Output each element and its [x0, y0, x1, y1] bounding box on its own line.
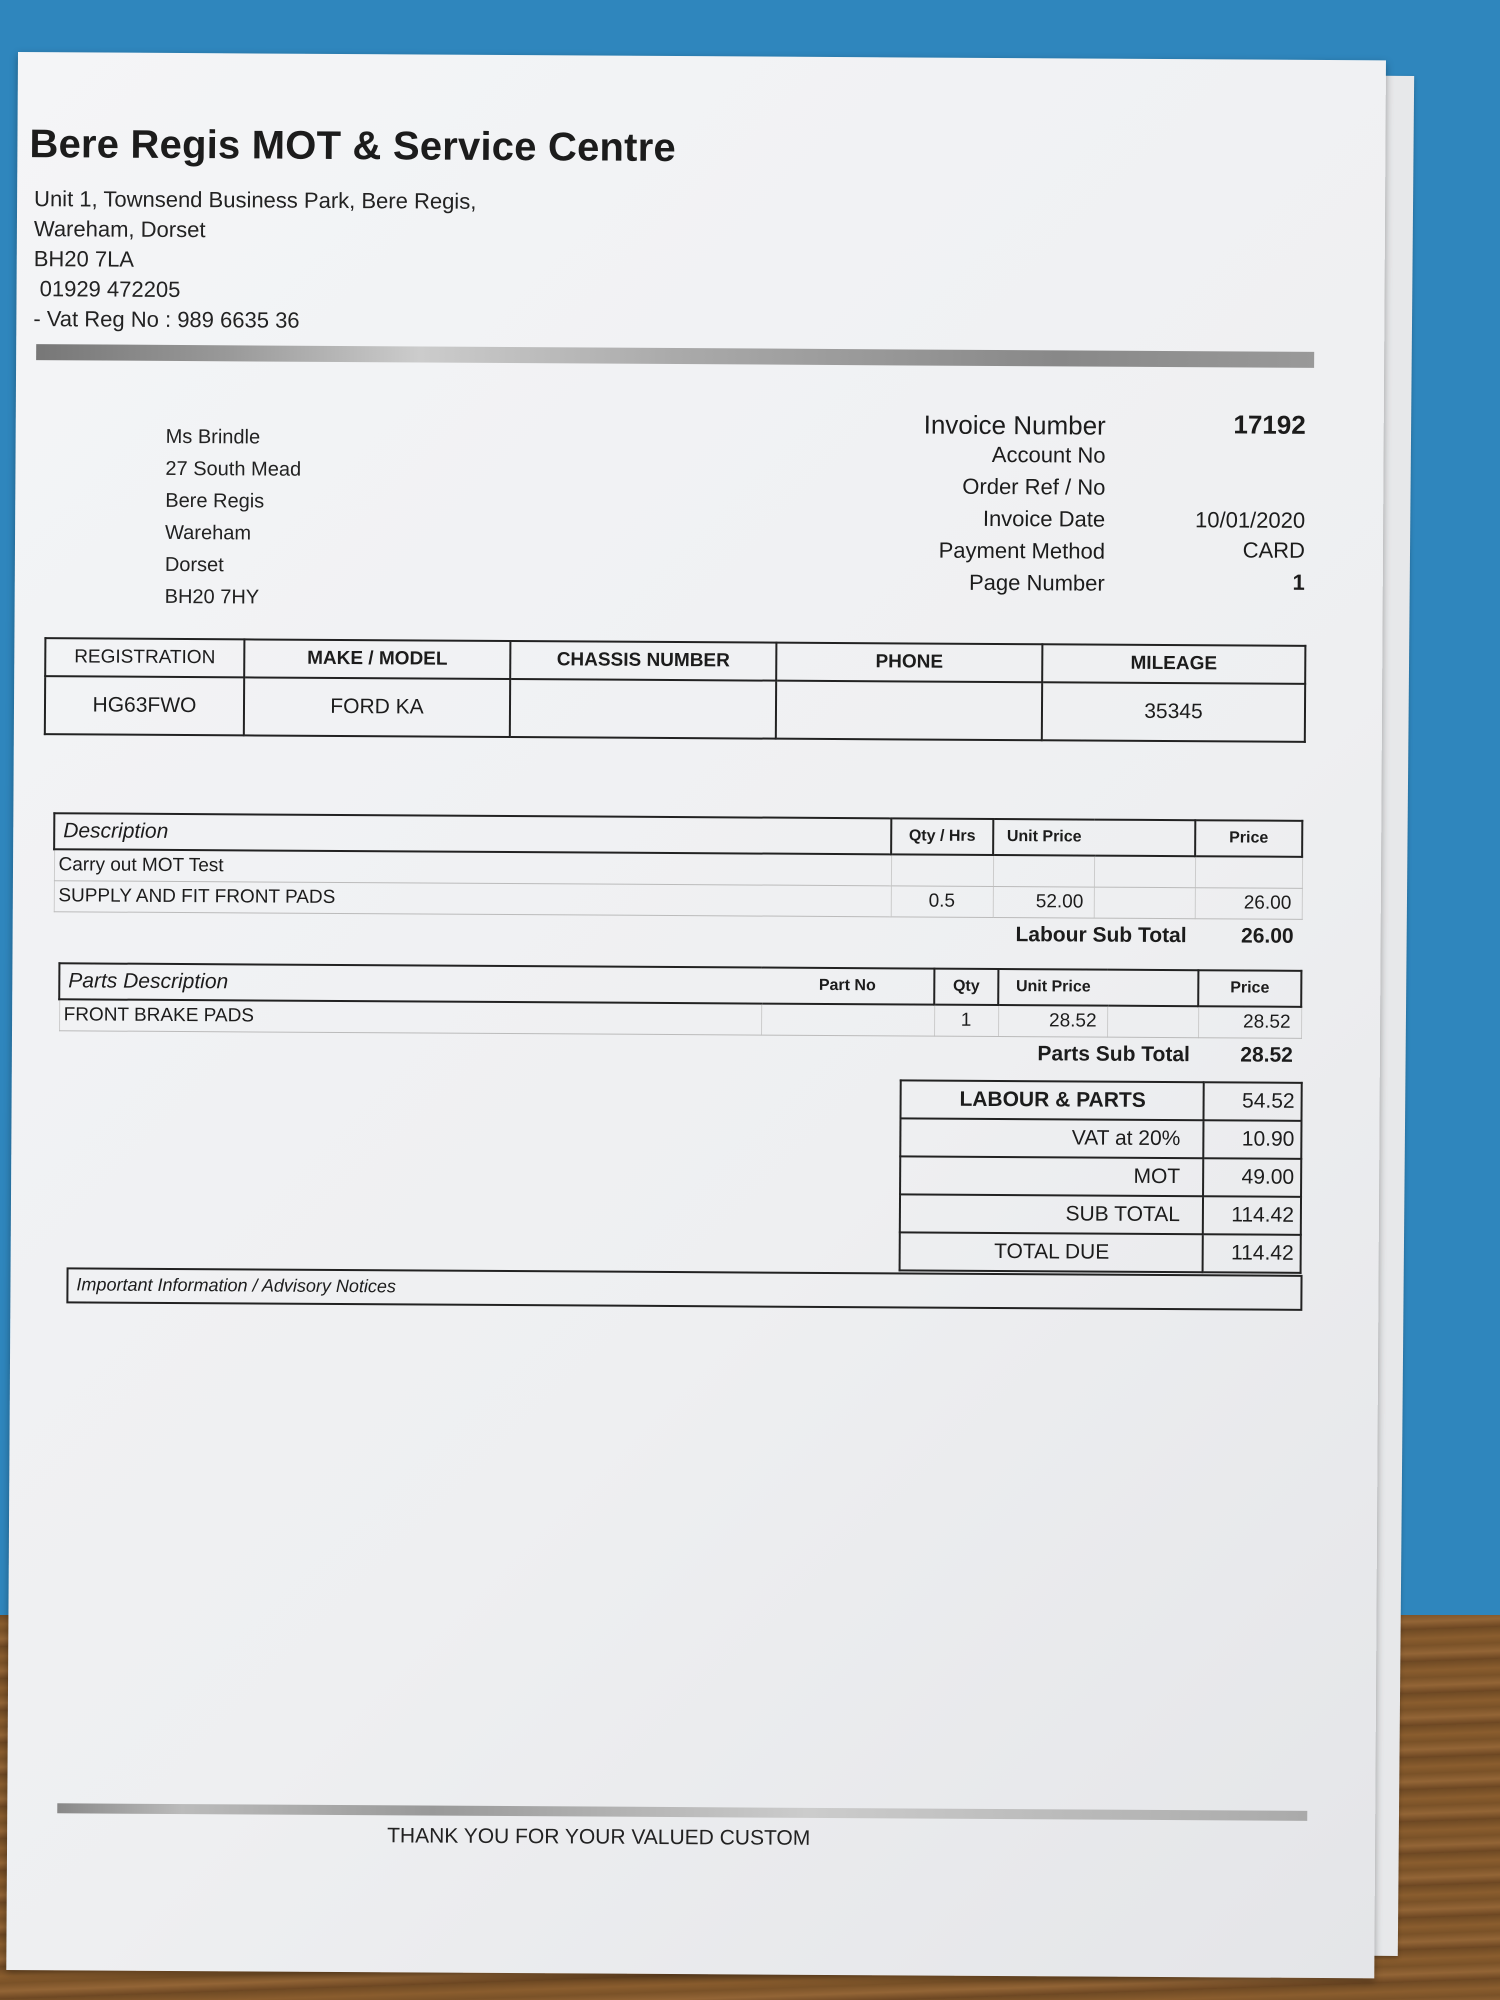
page-number-label: Page Number — [968, 569, 1105, 596]
order-ref-label: Order Ref / No — [962, 473, 1106, 500]
parts-subtotal-label: Parts Sub Total — [1037, 1042, 1190, 1067]
labour-qty — [891, 854, 993, 886]
mot-row — [900, 1156, 1301, 1196]
mot-value: 49.00 — [1203, 1158, 1301, 1197]
business-vat-number: - Vat Reg No : 989 6635 36 — [33, 306, 300, 333]
labour-parts-label: LABOUR & PARTS — [901, 1080, 1204, 1120]
labour-unit-price — [993, 855, 1094, 887]
description-header: Description — [54, 813, 891, 854]
mileage-value: 35345 — [1042, 682, 1305, 742]
part-description: FRONT BRAKE PADS — [59, 999, 761, 1035]
registration-value: HG63FWO — [45, 676, 244, 735]
header-divider — [36, 344, 1314, 368]
parts-subtotal-row — [59, 1031, 1301, 1073]
part-unit-price: 28.52 — [998, 1005, 1107, 1037]
customer-address-line: Bere Regis — [165, 489, 265, 513]
account-number-label: Account No — [991, 441, 1106, 468]
part-spacer — [1107, 1006, 1198, 1038]
labour-price — [1195, 856, 1302, 888]
parts-qty-header: Qty — [934, 969, 998, 1005]
parts-price-header: Price — [1198, 970, 1301, 1007]
price-header: Price — [1195, 820, 1302, 857]
business-address-line: Wareham, Dorset — [33, 216, 206, 243]
invoice-paper — [6, 52, 1386, 1978]
labour-spacer — [1094, 887, 1195, 919]
part-no-header: Part No — [761, 968, 934, 1005]
labour-unit-price: 52.00 — [993, 886, 1094, 918]
labour-parts-value: 54.52 — [1203, 1082, 1301, 1121]
make-model-value: FORD KA — [244, 677, 510, 737]
labour-subtotal: 26.00 — [1240, 924, 1294, 948]
business-phone: 01929 472205 — [33, 276, 181, 302]
customer-postcode: BH20 7HY — [164, 585, 260, 609]
business-postcode: BH20 7LA — [33, 246, 135, 272]
chassis-number-header: CHASSIS NUMBER — [510, 641, 776, 681]
unit-price-header: Unit Price — [993, 819, 1094, 856]
total-due-label: TOTAL DUE — [900, 1232, 1203, 1272]
invoice-date-label: Invoice Date — [982, 505, 1106, 532]
sub-total-row — [900, 1194, 1301, 1234]
customer-address-line: Wareham — [164, 521, 252, 545]
labour-spacer — [1094, 856, 1195, 888]
sub-total-value: 114.42 — [1203, 1196, 1301, 1235]
labour-qty: 0.5 — [891, 886, 993, 918]
labour-subtotal-label: Labour Sub Total — [1015, 923, 1187, 948]
advisory-notices-box — [66, 1267, 1302, 1311]
labour-description: Carry out MOT Test — [54, 849, 891, 886]
labour-description: SUPPLY AND FIT FRONT PADS — [54, 881, 891, 917]
total-due-row — [900, 1232, 1301, 1272]
make-model-header: MAKE / MODEL — [244, 639, 510, 679]
invoice-date: 10/01/2020 — [1194, 507, 1306, 533]
phone-header: PHONE — [776, 643, 1042, 683]
invoice-number-label: Invoice Number — [923, 409, 1106, 441]
parts-description-header: Parts Description — [59, 963, 761, 1003]
sub-total-label: SUB TOTAL — [900, 1194, 1203, 1234]
phone-value — [776, 681, 1042, 741]
vat-row — [900, 1118, 1301, 1158]
invoice-number: 17192 — [1233, 409, 1306, 440]
advisory-notices-label: Important Information / Advisory Notices — [76, 1274, 396, 1297]
vehicle-value-row — [45, 676, 1305, 742]
chassis-number-value — [510, 679, 776, 739]
parts-table — [58, 962, 1303, 1073]
business-address-line: Unit 1, Townsend Business Park, Bere Regis, — [34, 186, 477, 214]
footer-message: THANK YOU FOR YOUR VALUED CUSTOM — [387, 1824, 811, 1850]
part-number — [761, 1004, 934, 1037]
labour-table — [53, 812, 1304, 954]
order-ref — [1075, 474, 1305, 475]
labour-subtotal-row — [54, 912, 1302, 954]
vehicle-details-table — [44, 637, 1307, 743]
footer-divider — [57, 1803, 1307, 1821]
qty-hrs-header: Qty / Hrs — [891, 818, 993, 855]
account-number — [1076, 442, 1306, 443]
total-due-value: 114.42 — [1203, 1234, 1301, 1273]
vat-label: VAT at 20% — [900, 1118, 1203, 1158]
parts-subtotal: 28.52 — [1240, 1043, 1293, 1067]
business-name: Bere Regis MOT & Service Centre — [29, 122, 676, 171]
parts-unit-price-header: Unit Price — [998, 969, 1107, 1006]
registration-header: REGISTRATION — [45, 638, 244, 677]
part-price: 28.52 — [1198, 1006, 1301, 1038]
vat-value: 10.90 — [1203, 1120, 1301, 1159]
labour-price: 26.00 — [1195, 888, 1302, 920]
header-spacer — [1094, 820, 1195, 857]
payment-method-label: Payment Method — [938, 537, 1106, 564]
part-qty: 1 — [934, 1005, 998, 1037]
totals-table — [899, 1079, 1303, 1273]
customer-address-line: Dorset — [164, 553, 224, 577]
page-number: 1 — [1292, 569, 1305, 595]
customer-name: Ms Brindle — [165, 425, 261, 449]
labour-parts-row — [901, 1080, 1302, 1120]
mot-label: MOT — [900, 1156, 1203, 1196]
mileage-header: MILEAGE — [1042, 644, 1305, 684]
header-spacer — [1107, 970, 1198, 1007]
payment-method: CARD — [1242, 537, 1306, 563]
customer-address-line: 27 South Mead — [165, 457, 302, 481]
